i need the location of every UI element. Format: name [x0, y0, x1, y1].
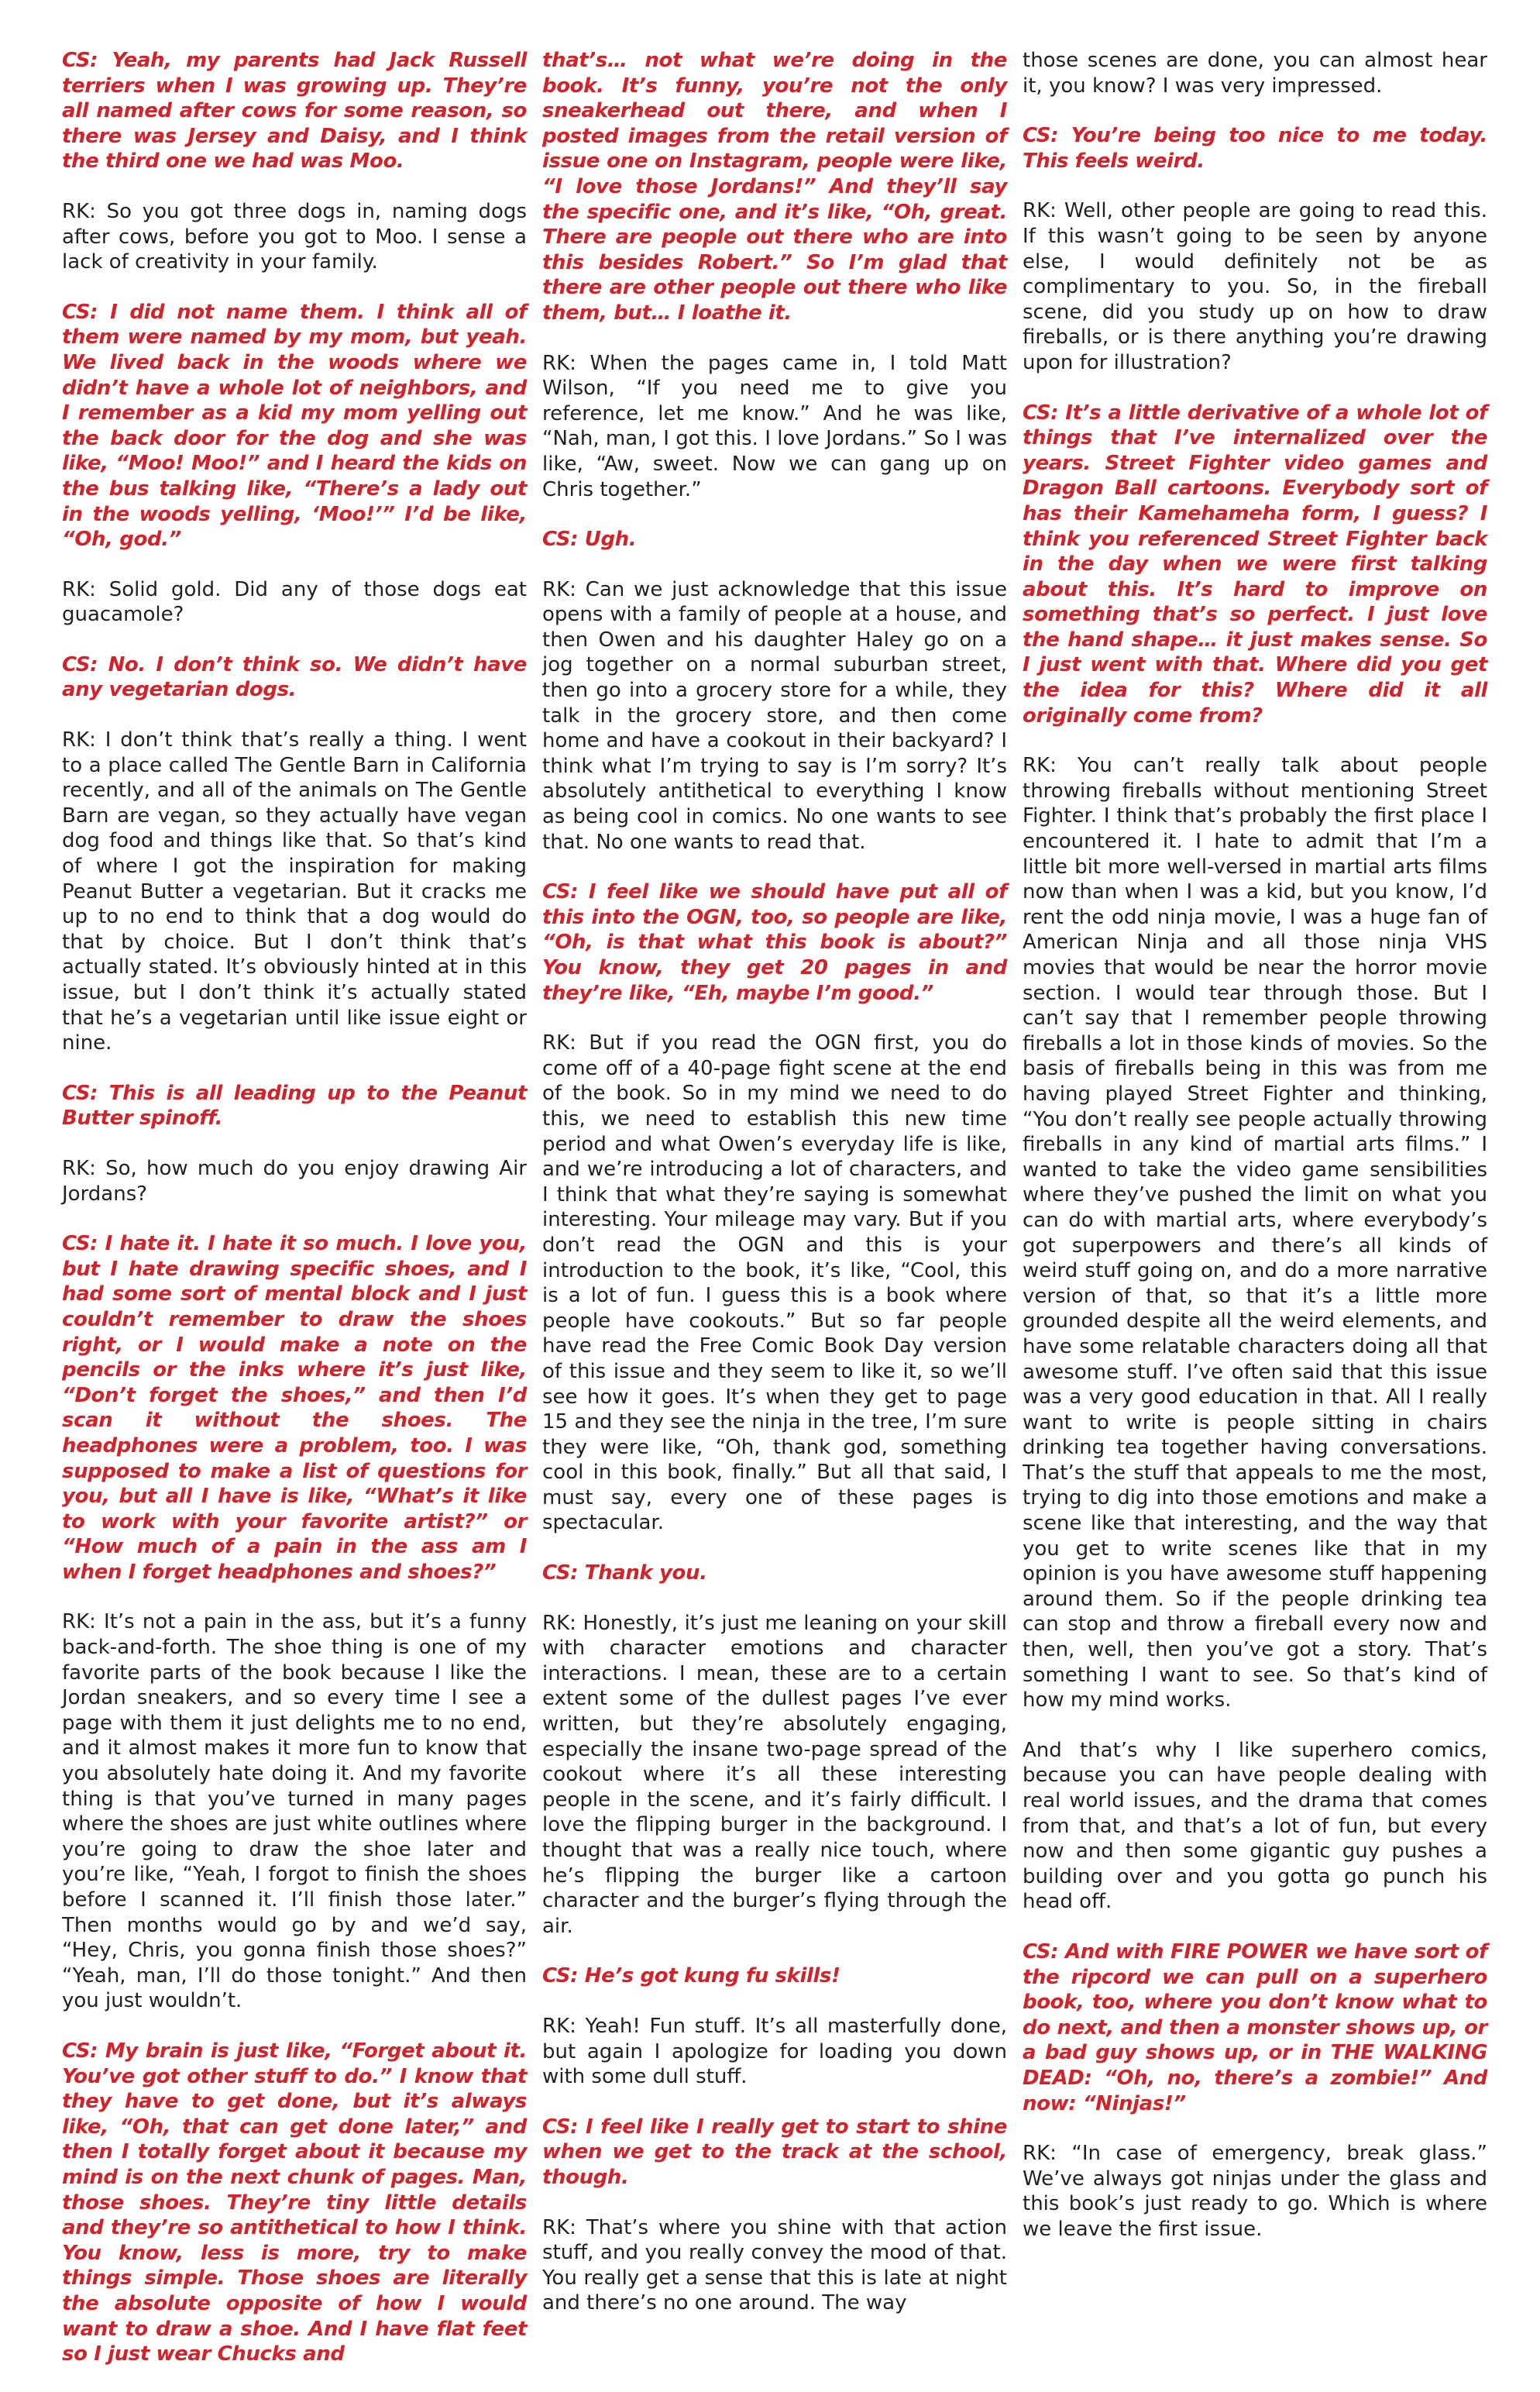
cs-answer-paragraph: CS: It’s a little derivative of a whole lot of things that I’ve internalized over the years. Street Fighter video games and Dragon Ball cartoons. Everybody sort of has their Kamehameha form, I guess? I think you referenced Street Fighter back in the day when we were first talking about this. It’s hard to improve on something that’s so perfect. I just love the hand shape… it just makes sense. So I just went with that. Where did you get the idea for this? Where did it all originally come from? — [1023, 401, 1487, 728]
cs-answer-paragraph: CS: I did not name them. I think all of them were named by my mom, but yeah. We lived back in the woods where we didn’t have a whole lot of neighbors, and I remember as a kid my mom yelling out the back door for the dog and she was like, “Moo! Moo!” and I heard the kids on the bus talking like, “There’s a lady out in the woods yelling, ‘Moo!’” I’d be like, “Oh, god.” — [62, 300, 527, 552]
text-column-middle — [542, 48, 1007, 2341]
rk-question-paragraph: RK: I don’t think that’s really a thing. I went to a place called The Gentle Barn in California recently, and all of the animals on The Gentle Barn are vegan, so they actually have vegan dog food and things like that. So that’s kind of where I got the inspiration for making Peanut Butter a vegetarian. But it cracks me up to no end to think that a dog would do that by choice. But I don’t think that’s actually stated. It’s obviously hinted at in this issue, but I don’t think it’s actually stated that he’s a vegetarian until like issue eight or nine. — [62, 728, 527, 1055]
cs-answer-paragraph: CS: Yeah, my parents had Jack Russell terriers when I was growing up. They’re all named after cows for some reason, so there was Jersey and Daisy, and I think the third one we had was Moo. — [62, 49, 527, 174]
rk-question-paragraph: RK: It’s not a pain in the ass, but it’s a funny back-and-forth. The shoe thing is one of my favorite parts of the book because I like the Jordan sneakers, and so every time I see a page with them it just delights me to no end, and it almost makes it more fun to know that you absolutely hate doing it. And my favorite thing is that you’ve turned in many pages where the shoes are just white outlines where you’re going to draw the shoe later and you’re like, “Yeah, I forgot to finish the shoes before I scanned it. I’ll finish those later.” Then months would go by and we’d say, “Hey, Chris, you gonna finish those shoes?” “Yeah, man, I’ll do those tonight.” And then you just wouldn’t. — [62, 1610, 527, 2013]
cs-answer-paragraph: CS: I hate it. I hate it so much. I love you, but I hate drawing specific shoes, and I had some sort of mental block and I just couldn’t remember to draw the shoes right, or I would make a note on the pencils or the inks where it’s just like, “Don’t forget the shoes,” and then I’d scan it without the shoes. The headphones were a problem, too. I was supposed to make a list of questions for you, but all I have is like, “What’s it like to work with your favorite artist?” or “How much of a pain in the ass am I when I forget headphones and shoes?” — [62, 1232, 527, 1584]
cs-answer-paragraph: CS: I feel like I really get to start to shine when we get to the track at the school, though. — [542, 2115, 1007, 2189]
text-column-right — [1023, 48, 1487, 2267]
rk-question-paragraph: those scenes are done, you can almost hear it, you know? I was very impressed. — [1023, 49, 1487, 98]
rk-question-paragraph: RK: That’s where you shine with that action stuff, and you really convey the mood of that. You really get a sense that this is late at night and there’s no one around. The way — [542, 2215, 1007, 2315]
rk-question-paragraph: RK: Well, other people are going to read this. If this wasn’t going to be seen by anyone else, I would definitely not be as complimentary to you. So, in the fireball scene, did you study up on how to draw fireballs, or is there anything you’re drawing upon for illustration? — [1023, 199, 1487, 374]
cs-answer-paragraph: CS: You’re being too nice to me today. This feels weird. — [1023, 124, 1487, 173]
cs-answer-paragraph: CS: My brain is just like, “Forget about it. You’ve got other stuff to do.” I know that they have to get done, but it’s always like, “Oh, that can get done later,” and then I totally forget about it because my mind is on the next chunk of pages. Man, those shoes. They’re tiny little details and they’re so antithetical to how I think. You know, less is more, try to make things simple. Those shoes are literally the absolute opposite of how I would want to draw a shoe. And I have flat feet so I just wear Chucks and — [62, 2039, 527, 2366]
rk-question-paragraph: RK: Honestly, it’s just me leaning on your skill with character emotions and character interactions. I mean, these are to a certain extent some of the dullest pages I’ve ever written, but they’re absolutely engaging, especially the insane two-page spread of the cookout where it’s all these interesting people in the scene, and it’s fairly difficult. I love the flipping burger in the background. I thought that was a really nice touch, where he’s flipping the burger like a cartoon character and the burger’s flying through the air. — [542, 1611, 1007, 1938]
rk-question-paragraph: RK: Can we just acknowledge that this issue opens with a family of people at a house, and then Owen and his daughter Haley go on a jog together on a normal suburban street, then go into a grocery store for a while, they talk in the grocery store, and then come home and have a cookout in their backyard? I think what I’m trying to say is I’m sorry? It’s absolutely antithetical to everything I know as being cool in comics. No one wants to see that. No one wants to read that. — [542, 577, 1007, 854]
cs-answer-paragraph: CS: And with FIRE POWER we have sort of the ripcord we can pull on a superhero book, too, where you don’t know what to do next, and then a monster shows up, or a bad guy shows up, or in THE WALKING DEAD: “Oh, no, there’s a zombie!” And now: “Ninjas!” — [1023, 1939, 1487, 2115]
rk-question-paragraph: And that’s why I like superhero comics, because you can have people dealing with real world issues, and the drama that comes from that, and that’s a lot of fun, but every now and then some gigantic guy pushes a building over and you gotta go punch his head off. — [1023, 1738, 1487, 1914]
rk-question-paragraph: RK: But if you read the OGN first, you do come off of a 40-page fight scene at the end of the book. So in my mind we need to do this, we need to establish this new time period and what Owen’s everyday life is like, and we’re introducing a lot of characters, and I think that what they’re saying is somewhat interesting. Your mileage may vary. But if you don’t read the OGN and this is your introduction to the book, it’s like, “Cool, this is a lot of fun. I guess this is a book where people have cookouts.” But so far people have read the Free Comic Book Day version of this issue and they seem to like it, so we’ll see how it goes. It’s when they get to page 15 and they see the ninja in the tree, I’m sure they were like, “Oh, thank god, something cool in this book, finally.” But all that said, I must say, every one of these pages is spectacular. — [542, 1031, 1007, 1535]
rk-question-paragraph: RK: “In case of emergency, break glass.” We’ve always got ninjas under the glass and this book’s just ready to go. Which is where we leave the first issue. — [1023, 2142, 1487, 2241]
rk-question-paragraph: RK: You can’t really talk about people throwing fireballs without mentioning Street Fighter. I think that’s probably the first place I encountered it. I hate to admit that I’m a little bit more well-versed in martial arts films now than when I was a kid, but you know, I’d rent the odd ninja movie, I was a huge fan of American Ninja and all those ninja VHS movies that would be near the horror movie section. I would tear through those. But I can’t say that I remember people throwing fireballs a lot in those kinds of movies. So the basis of fireballs being in this was from me having played Street Fighter and thinking, “You don’t really see people actually throwing fireballs in any kind of martial arts films.” I wanted to take the video game sensibilities where they’ve pushed the limit on what you can do with martial arts, where everybody’s got superpowers and there’s all kinds of weird stuff going on, and do a more narrative version of that, so that it’s a little more grounded despite all the weird elements, and have some relatable characters doing all that awesome stuff. I’ve often said that this issue was a very good education in that. All I really want to write is people sitting in chairs drinking tea together having conversations. That’s the stuff that appeals to me the most, trying to dig into those emotions and make a scene like that interesting, and the way that you get to write scenes like that in my opinion is you have awesome stuff happening around them. So if the people drinking tea can stop and throw a fireball every now and then, well, then you’ve got a story. That’s something I want to see. So that’s kind of how my mind works. — [1023, 754, 1487, 1712]
rk-question-paragraph: RK: Yeah! Fun stuff. It’s all masterfully done, but again I apologize for loading you down with some dull stuff. — [542, 2014, 1007, 2089]
text-column-left — [62, 48, 527, 2392]
cs-answer-paragraph: CS: No. I don’t think so. We didn’t have any vegetarian dogs. — [62, 652, 527, 702]
cs-answer-paragraph: that’s… not what we’re doing in the book. It’s funny, you’re not the only sneakerhead out there, and when I posted images from the retail version of issue one on Instagram, people were like, “I love those Jordans!” And they’ll say the specific one, and it’s like, “Oh, great. There are people out there who are into this besides Robert.” So I’m glad that there are other people out there who like them, but… I loathe it. — [542, 49, 1007, 325]
rk-question-paragraph: RK: Solid gold. Did any of those dogs eat guacamole? — [62, 577, 527, 627]
rk-question-paragraph: RK: So, how much do you enjoy drawing Air Jordans? — [62, 1156, 527, 1206]
cs-answer-paragraph: CS: Thank you. — [542, 1561, 707, 1585]
rk-question-paragraph: RK: When the pages came in, I told Matt Wilson, “If you need me to give you reference, let me know.” And he was like, “Nah, man, I got this. I love Jordans.” So I was like, “Aw, sweet. Now we can gang up on Chris together.” — [542, 351, 1007, 501]
cs-answer-paragraph: CS: Ugh. — [542, 528, 637, 552]
cs-answer-paragraph: CS: This is all leading up to the Peanut Butter spinoff. — [62, 1081, 527, 1131]
rk-question-paragraph: RK: So you got three dogs in, naming dogs after cows, before you got to Moo. I sense a lack of creativity in your family. — [62, 199, 527, 274]
cs-answer-paragraph: CS: He’s got kung fu skills! — [542, 1964, 840, 1988]
cs-answer-paragraph: CS: I feel like we should have put all of this into the OGN, too, so people are like, “Oh, is that what this book is about?” You know, they get 20 pages in and they’re like, “Eh, maybe I’m good.” — [542, 880, 1007, 1005]
